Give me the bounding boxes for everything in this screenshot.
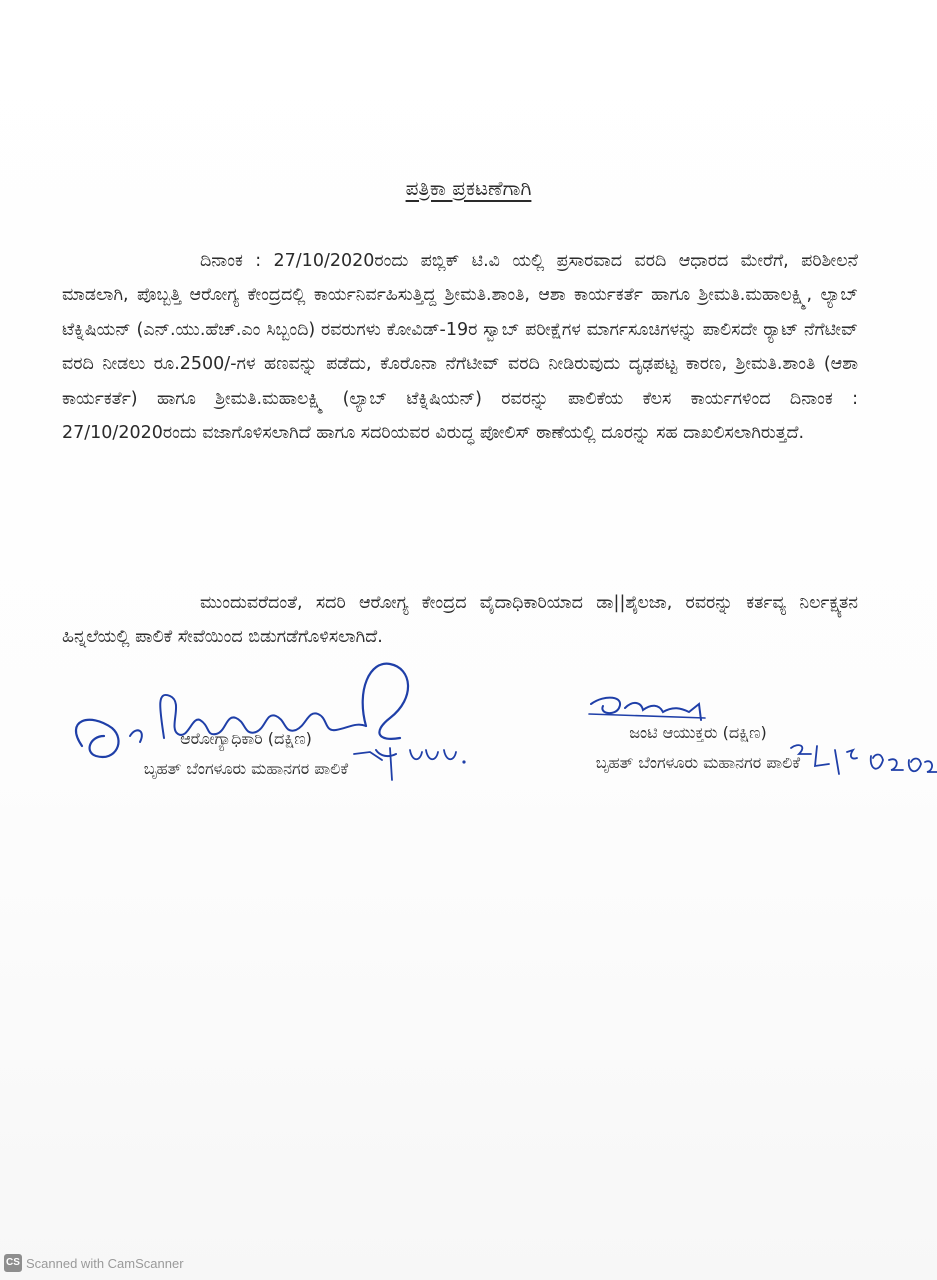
paragraph-main (62, 244, 858, 450)
paragraph-second-text: ಮುಂದುವರೆದಂತೆ, ಸದರಿ ಆರೋಗ್ಯ ಕೇಂದ್ರದ ವೈದಾಧಿಕಾರಿಯಾದ ಡಾ||ಶೈಲಜಾ, ರವರನ್ನು ಕರ್ತವ್ಯ ನಿರ್ಲಕ್ಷ್ಯತನ ಹಿನ್ನಲೆಯಲ್ಲಿ ಪಾಲಿಕೆ ಸೇವೆಯಿಂದ ಬಿಡುಗಡೆಗೊಳಿಸಲಾಗಿದೆ. (62, 593, 858, 648)
paragraph-second (62, 586, 858, 655)
camscanner-text: Scanned with CamScanner (26, 1255, 184, 1271)
signatory-right-designation: ಜಂಟಿ ಆಯುಕ್ತರು (ದಕ್ಷಿಣ) (629, 723, 767, 742)
signatory-left-designation: ಆರೋಗ್ಯಾಧಿಕಾರಿ (ದಕ್ಷಿಣ) (180, 729, 312, 748)
camscanner-logo-icon: CS (4, 1254, 22, 1272)
signature-block-left (86, 724, 406, 784)
signature-block-right (528, 718, 868, 778)
paragraph-main-text: ದಿನಾಂಕ : 27/10/2020ರಂದು ಪಬ್ಲಿಕ್ ಟಿ.ವಿ ಯಲ್ಲಿ ಪ್ರಸಾರವಾದ ವರದಿ ಆಧಾರದ ಮೇರೆಗೆ, ಪರಿಶೀಲನೆ ಮಾಡಲಾಗಿ, ಪೊಬ್ಬತ್ತಿ ಆರೋಗ್ಯ ಕೇಂದ್ರದಲ್ಲಿ ಕಾರ್ಯನಿರ್ವಹಿಸುತ್ತಿದ್ದ ಶ್ರೀಮತಿ.ಶಾಂತಿ, ಆಶಾ ಕಾರ್ಯಕರ್ತೆ ಹಾಗೂ ಶ್ರೀಮತಿ.ಮಹಾಲಕ್ಷ್ಮಿ, ಲ್ಯಾಬ್ ಟೆಕ್ನಿಷಿಯನ್ (ಎನ್.ಯು.ಹೆಚ್.ಎಂ ಸಿಬ್ಬಂದಿ) ರವರುಗಳು ಕೋವಿಡ್-19ರ ಸ್ವಾಬ್ ಪರೀಕ್ಷೆಗಳ ಮಾರ್ಗಸೂಚಿಗಳನ್ನು ಪಾಲಿಸದೇ ರ್‍ಯಾಟ್ ನೆಗೆಟೀವ್ ವರದಿ ನೀಡಲು ರೂ.2500/-ಗಳ ಹಣವನ್ನು ಪಡೆದು, ಕೊರೊನಾ ನೆಗೆಟೀವ್ ವರದಿ ನೀಡಿರುವುದು ದೃಢಪಟ್ಟ ಕಾರಣ, ಶ್ರೀಮತಿ.ಶಾಂತಿ (ಆಶಾ ಕಾರ್ಯಕರ್ತೆ) ಹಾಗೂ ಶ್ರೀಮತಿ.ಮಹಾಲಕ್ಷ್ಮಿ (ಲ್ಯಾಬ್ ಟೆಕ್ನಿಷಿಯನ್) ರವರನ್ನು ಪಾಲಿಕೆಯ ಕೆಲಸ ಕಾರ್ಯಗಳಿಂದ ದಿನಾಂಕ : 27/10/2020ರಂದು ವಜಾಗೊಳಿಸಲಾಗಿದೆ ಹಾಗೂ ಸದರಿಯವರ ವಿರುದ್ಧ ಪೋಲಿಸ್ ಠಾಣೆಯಲ್ಲಿ ದೂರನ್ನು ಸಹ ದಾಖಲಿಸಲಾಗಿರುತ್ತದೆ. (62, 251, 858, 444)
document-heading (0, 176, 937, 200)
heading-text: ಪತ್ರಿಕಾ ಪ್ರಕಟಣೆಗಾಗಿ (405, 176, 532, 200)
signatory-left-organization: ಬೃಹತ್ ಬೆಂಗಳೂರು ಮಹಾನಗರ ಪಾಲಿಕೆ (143, 759, 349, 778)
camscanner-watermark (4, 1254, 184, 1272)
signatory-right-organization: ಬೃಹತ್ ಬೆಂಗಳೂರು ಮಹಾನಗರ ಪಾಲಿಕೆ (595, 753, 801, 772)
